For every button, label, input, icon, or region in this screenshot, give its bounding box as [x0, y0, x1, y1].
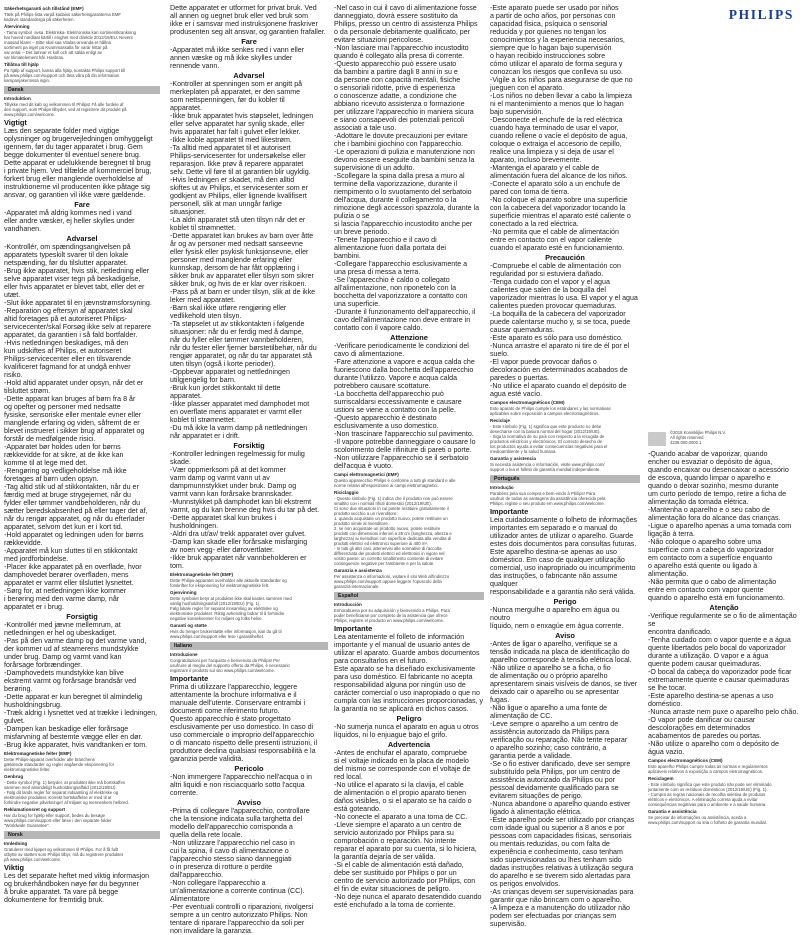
column-2: [170, 4, 328, 935]
es-guarantee-text: Si necesita asistencia o información, visite www.philips.com/ support o lea el folleto de garantía mundial independiente.: [490, 462, 605, 472]
es-danger-text: -No sumerja nunca el aparato en agua u otros líquidos, ni lo enjuague bajo el grifo.: [334, 723, 479, 739]
pt-warning-text: -Antes de ligar o aparelho, verifique se a tensão indicada na placa de identificação do aparelho corresponde à tensão elétrica local. -Não utilize o aparelho se a ficha, o fio de alimentação ou o próprio aparelho apresentarem sinais visíveis de danos, se tiver deixado cair o aparelho ou se apresentar fugas. -Não ligue o aparelho a uma fonte de alimentação de CC. -Leve sempre o aparelho a um centro de assistência autorizado da Philips para verificação ou reparação. Não tente reparar o aparelho sozinho; caso contrário, a garantia perde a validade. -Se o fio estiver danificado, deve ser sempre substituído pela Philips, por um centro de assistência autorizado da Philips ou por pessoal devidamente qualificado para se evitarem situações de perigo. -Nunca abandone o aparelho quando estiver ligado à alimentação elétrica. -Este aparelho pode ser utilizado por crianças com idade igual ou superior a 8 anos e por pessoas com capacidades físicas, sensoriais ou mentais reduzidas, ou com falta de experiência e conhecimento, caso tenham sido supervisionadas ou lhes tenham sido dadas instruções relativas à utilização segura do aparelho e se tiverem sido alertadas para os perigos envolvidos. -As crianças devem ser supervisionadas para garantir que não brincam com o aparelho. -A limpeza e a manutenção do utilizador não podem ser efectuadas por crianças sem supervisão.: [490, 640, 638, 928]
pt-emf-text: Este aparelho Philips cumpre todas as normas e regulamentos aplicáveis relativos à exposição a campos eletromagnéticos.: [648, 764, 768, 774]
pt-guarantee-heading: Garantia e assistência: [648, 809, 697, 814]
no-important-heading: Viktig: [4, 863, 24, 872]
philips-logo: PHILIPS: [728, 7, 794, 22]
no-emf-text: Dette Philips-apparatet overholder alle aktuelle standarder og forskrifter for eksponering for elektromagnetiske felt.: [170, 578, 287, 588]
no-intro-text: Gratulerer med kjøpet og velkommen til Philips. For å få fullt utbytte av støtten som Philips tilbyr, må du registrere produktet på www.philips.com/welcome.: [4, 847, 123, 862]
it-danger-heading: Pericolo: [234, 764, 264, 773]
it-caution-heading: Attenzione: [390, 333, 428, 342]
es-emf-heading: Campos electromagnéticos (CEM): [490, 400, 565, 405]
no-caution-text: -Kontroller ledningen regelmessig for mulig skade. -Vær oppmerksom på at det kommer varm damp og varmt vann ut av dampmunnstykket under bruk. Damp og varmt vann kan forårsake brannskader. -Munnstykket på damphodet kan bli ekstremt varmt, og du kan brenne deg hvis du tar på det. -Dette apparatet skal kun brukes i husholdningen. -Aldri dra ut/av/ trekk apparatet over gulvet. -Damp kan skade eller forårsake misfarging av noen vegg- eller dørovertlater. -Ikke bruk apparatet når vannbeholderen er tom.: [170, 450, 320, 570]
pt-warning-heading: Aviso: [555, 631, 575, 640]
pt-intro-heading: Introdução: [490, 485, 514, 490]
es-intro-heading: Introducción: [334, 602, 362, 607]
sv-recycling-text: - Tama symbol avsa. Elektriska- Elektroniska kan sortimentkrankning har hoved nördlaat kärtill i enighet med direktiv 2012/19/EU. Nevent massad klaret -- Bitte skal saa Vitalas-anvanda et hållna sortiment pa inget pa Kvarnmassalla för varar hittar på var antal -- Det lamnar et koll och att sälda enligt av var klimatelement hål. Hasbras.: [4, 30, 136, 60]
es-important-heading: Importante: [334, 624, 373, 633]
da-caution-heading: Forsigtig: [66, 612, 98, 621]
it-recycle-text: - Questo simbolo (Fig. 1) indica che il prodotto non può essere smaltito con i normali rifiuti domestici (2012/19/UE). Ci sono due situazioni in cui potete restituire gratuitamente il prodotto vecchio a un rivenditore: 1. quando acquistate un prodotto nuovo, potete restituire un prodotto simile al rivenditore. 2. se non acquistate un prodotto nuovo, potete restituire prodotti con dimensioni inferiori a 25 cm (lunghezza, altezza e larghezza) ai rivenditori con superficie dedicata alla vendita di prodotti elettrici ed elettronici superiore ai 400 m². - In tutti gli altri casi, attenervisi alle normative di raccolta differenziata dei prodotti elettrici ed elettronici in vigore nel vostro paese: un corretto smaltimento consente di evitare conseguenze negative per l'ambiente e per la salute.: [334, 496, 453, 566]
es-warning-text: -Antes de enchufar el aparato, compruebe si el voltaje indicado en la placa de modelo del mismo se corresponde con el voltaje de red local. -No utilice el aparato si la clavija, el cable de alimentación o el propio aparato tienen daños visibles, o si el aparato se ha caído o está goteando. -No conecte el aparato a una toma de CC. -Lleve siempre el aparato a un centro de servicio autorizado por Philips para su comprobación o reparación. No intente reparar el aparato por su cuenta, si lo hiciera, la garantía dejaría de ser válida. -Si el cable de alimentación está dañado, debe ser sustituido por Philips o por un centro de servicio autorizado por Philips, con el fin de evitar situaciones de peligro. -No deje nunca el aparato desatendido cuando esté enchufado a la toma de corriente.: [334, 749, 482, 909]
it-important-text: Prima di utilizzare l'apparecchio, leggere attentamente la brochure informativa e il manuale dell'utente. Conservare entrambi i documenti come riferimento futuro. Questo apparecchio è stato progettato esclusivamente per uso domestico. In caso di uso commerciale o improprio dell'apparecchio o di mancato rispetto delle presenti istruzioni, il produttore declina qualsiasi responsabilità e la garanzia perde validità.: [170, 683, 318, 763]
it-emf-heading: Campi elettromagnetici (EMF): [334, 472, 399, 477]
no-important-text: Les det separate heftet med viktig informasjon og brukerhåndboken nøye før du begynner å bruke apparatet. Ta vare på begge dokumentene for fremtidig bruk.: [4, 872, 150, 904]
pt-caution-heading: Atenção: [709, 603, 739, 612]
no-guarantee-text: Hvis du trenger brukerstøtte eller informasjon, kan du gå til www.philips.com/support eller lese i garantiheftet.: [170, 629, 282, 639]
es-guarantee-heading: Garantía y asistencia: [490, 456, 536, 461]
sv-emf-text: Tänk på Philips-lista varpå kadaiss säkerhetsgaranterna EMF kadavis standarderga på säkerheten.: [4, 12, 122, 22]
no-warning-text: -Kontroller at spenningen som er angitt på merkeplaten på apparatet, er den samme som nettspenningen, før du kobler til apparatet. -Ikke bruk apparatet hvis støpselet, ledningen eller selve apparatet har synlig skade, eller hvis apparatet har falt i gulvet eller lekker. -Ikke koble apparatet til med likestrøm. -Ta alltid med apparatet til et autorisert Philips-servicesenter for undersøkelse eller reparasjon. Ikke prøv å reparere apparatet selv. Dette vil føre til at garantien blir ugyldig. -Hvis ledningen er skadet, må den alltid skiftes ut av Philips, et servicesenter som er godkjent av Philips, eller lignende kvalifisert personell, slik at man unngår farlige situasjoner. -La aldri apparatet stå uten tilsyn når det er koblet til strømnettet. -Dette apparatet kan brukes av barn over åtte år og av personer med nedsatt sanseevne eller fysisk eller psykisk funksjonsevne, eller personer med manglende erfaring eller kunnskap, dersom de har fått opplæring i sikker bruk av apparatet eller tilsyn som sikrer sikker bruk, og hvis de er klar over risikoen. -Pass på at barn er under tilsyn, slik at de ikke leker med apparatet. -Barn skal ikke utføre rengjøring eller vedlikehold uten tilsyn. -Ta støpselet ut av stikkontakten i følgende situasjoner: når du er ferdig med å dampe, når du fyller eller tømmer vannbeholderen, når du fester eller fjerner børstetilbehør, når du rengjør apparatet, og når du tar apparatet stå uten tilsyn (også i korte perioder). -Oppbevar apparatet og nettledningen utilgjengelig for barn. -Bruk kun jordet stikkontakt til dette apparatet. -Ikke plasser apparatet med damphodet mot en overflate mens apparatet er varmt eller koblet til strømnettet. -Du må ikke la varm damp på nettledningen når apparatet er i drift.: [170, 80, 317, 440]
it-intro-heading: Introduzione: [170, 652, 198, 657]
no-warning-heading: Advarsel: [233, 71, 265, 80]
da-warning-heading: Advarsel: [66, 234, 98, 243]
pt-guarantee-text: Se precisar de informações ou assistência, aceda a www.philips.com/support ou leia o folheto de garantia mundial.: [648, 815, 767, 825]
da-emf-heading: Elektromagnetiske felter (EMF): [4, 751, 72, 756]
sv-emf-heading: Säkerhetsgaranti och tillstånd (EMF): [4, 6, 84, 11]
it-caution-text: -Verificare periodicamente le condizioni del cavo di alimentazione. -Fare attenzione a vapore e acqua calda che fuoriescono dalla bocchetta dell'apparecchio durante l'utilizzo. Vapore e acqua calda potrebbero causare scottature. -La bocchetta dell'apparecchio può surriscaldarsi eccessivamente e causare ustioni se viene a contatto con la pelle. -Questo apparecchio è destinato esclusivamente a uso domestico. -Non trascinare l'apparecchio sul pavimento. -Il vapore potrebbe danneggiare o causare lo scolorimento delle rifiniture di pareti o porte. -Non utilizzare l'apparecchio se il serbatoio dell'acqua è vuoto.: [334, 342, 476, 470]
sv-guarantee-text: Pa hjälp af support, kansa alla hjälp, kontakta Philips support till på www.philips.com/support och läsa våra på din information kampanjakernissa ingin.: [4, 68, 126, 83]
no-danger-text: -Apparatet må ikke senkes ned i vann eller annen væske og må ikke skylles under rennende vann.: [170, 46, 305, 70]
da-guarantee-heading: Reklamationsret og support: [4, 807, 66, 812]
no-emf-heading: Elektromagnetiske felt (EMF): [170, 572, 234, 577]
sv-guarantee-heading: Tillåtna till hjälp: [4, 62, 39, 67]
pt-caution-text: -Verifique regularmente se o fio de alimentação se encontra danificado. -Tenha cuidado com o vapor quente e a água quente libertados pelo bocal do vaporizador durante a utilização. O vapor e a água quente podem causar queimaduras. -O bocal da cabeça do vaporizador pode ficar extremamente quente e causar queimaduras se lhe tocar. -Este aparelho destina-se apenas a uso doméstico. -Nunca arraste nem puxe o aparelho pelo chão. -O vapor pode danificar ou causar descolorações em determinados acabamentos de paredes ou portas. -Não utilize o aparelho com o depósito de água vazio.: [648, 612, 799, 756]
es-caution-text: -Compruebe el cable de alimentación con regularidad por si estuviera dañado. -Tenga cuidado con el vapor y el agua calientes que salen de la boquilla del vaporizador mientras lo usa. El vapor y el agua calientes pueden provocar quemaduras. -La boquilla de la cabecera del vaporizador puede calentarse mucho y, si se toca, puede causar quemaduras. -Este aparato es sólo para uso doméstico. -Nunca arrastre el aparato ni tire de él por el suelo. -El vapor puede provocar daños o decoloración en determinados acabados de paredes o puertas. -No utilice el aparato cuando el depósito de agua esté vacío.: [490, 262, 638, 398]
es-warning-heading: Advertencia: [387, 740, 431, 749]
it-warning-continued: -Nel caso in cui il cavo di alimentazione fosse danneggiato, dovrà essere sostituito da Philips, presso un centro di assistenza Philips o da personale debitamente qualificato, per evitare situazioni pericolose. -Non lasciare mai l'apparecchio incustodito quando è collegato alla presa di corrente. -Questo apparecchio può essere usato da bambini a partire dagli 8 anni in su e da persone con capacità mentali, fisiche o sensoriali ridotte, prive di esperienza o conoscenze adatte, a condizione che abbiano ricevuto assistenza o formazione per utilizzare l'apparecchio in maniera sicura e siano consapevoli dei potenziali pericoli associati a tale uso. -Adottare le dovute precauzioni per evitare che i bambini giochino con l'apparecchio. -Le operazioni di pulizia e manutenzione non devono essere eseguite da bambini senza la supervisione di un adulto. -Scollegare la spina dalla presa a muro al termine della vaporizzazione, durante il riempimento o lo svuotamento del serbatoio dell'acqua, durante il collegamento o la rimozione degli accessori spazzola, durante la pulizia o se si lascia l'apparecchio incustodito anche per un breve periodo. -Tenete l'apparecchio e il cavo di alimentazione fuori dalla portata dei bambini. -Collegare l'apparecchio esclusivamente a una presa di messa a terra. -Se l'apparecchio è caldo o collegato all'alimentazione, non riponetelo con la bocchetta del vaporizzatore a contatto con una superficie. -Durante il funzionamento dell'apparecchio, il cavo dell'alimentazione non deve entrare in contatto con il vapore caldo.: [334, 4, 480, 332]
da-intro-text: Tillykke med dit køb og velkommen til Philips! Få alle fordele af den support, som Philips tilbyder, ved at registrere dit produkt på www.philips.com/welcome.: [4, 102, 127, 117]
es-emf-text: Este aparato de Philips cumple los estándares y las normativas aplicables sobre exposición a campos electromagnéticos.: [490, 406, 611, 416]
pt-important-text: Leia cuidadosamente o folheto de informações importantes em separado e o manual do utilizador antes de utilizar o aparelho. Guarde estes dois documentos para consultas futuras. Este aparelho destina-se apenas ao uso doméstico. Em caso de qualquer utilização comercial, uso inapropriado ou incumprimento das instruções, o fabricante não assume qualquer responsabilidade e a garantia não será válida.: [490, 516, 638, 596]
pt-emf-heading: Campos electromagnéticos (CEM): [648, 758, 723, 763]
no-recycle-heading: Gjenvinning: [170, 590, 197, 595]
it-danger-text: -Non immergere l'apparecchio nell'acqua o in altri liquidi e non risciacquarlo sotto l'acqua corrente.: [170, 773, 312, 797]
column-1: [4, 4, 160, 904]
es-intro-text: Enhorabuena por su adquisición y bienvenido a Philips. Para poder beneficiarse por completo de la asistencia que ofrece Philips, registre el producto en www.philips.com/welcome.: [334, 608, 450, 623]
column-4: [490, 4, 640, 928]
es-recycle-heading: Reciclaje: [490, 418, 510, 423]
pt-recycle-heading: Reciclagem: [648, 776, 674, 781]
language-header-italian: Italiano: [170, 642, 328, 650]
no-danger-heading: Fare: [241, 37, 257, 46]
it-guarantee-text: Per assistenza o informazioni, visitare il sito Web all'indirizzo www.philips.com/support oppure leggere l'opuscolo della garanzia internazionale.: [334, 574, 450, 589]
da-danger-text: -Apparatet må aldrig kommes ned i vand eller andre væsker, ej heller skylles under vandhanen.: [4, 209, 135, 233]
recycling-mark-icon: [648, 432, 666, 446]
language-header-norwegian: Norsk: [4, 831, 160, 839]
it-guarantee-heading: Garanzia e assistenza: [334, 568, 382, 573]
language-header-spanish: Español: [334, 592, 484, 600]
column-3: [334, 4, 484, 909]
es-danger-heading: Peligro: [396, 714, 422, 723]
da-recycle-heading: Genbrug: [4, 774, 24, 779]
it-warning-heading: Avviso: [237, 798, 261, 807]
da-important-text: Læs den separate folder med vigtige oplysninger og brugervejledningen omhyggeligt igennem, før du tager apparatet i brug. Gem begge dokumenter til eventuel senere brug. Dette apparat er udelukkende beregnet til brug i private hjem. Ved tilfælde af kommerciel brug, forkert brug eller manglende overholdelse af instruktionerne vil producenten ikke påtage sig ansvar, og garantien vil ikke være gældende.: [4, 127, 153, 199]
it-intro-text: Congratulazioni per l'acquisto e benvenuto da Philips! Per usufruire al meglio del supporto offerto da Philips, è necessario registrare il prodotto sul sito www.philips.com/welcome.: [170, 658, 290, 673]
es-caution-heading: Precaución: [545, 253, 585, 262]
pt-danger-heading: Perigo: [553, 597, 577, 606]
es-recycle-text: - Este símbolo (Fig. 1) significa que este producto no debe desecharse con la basura normal del hogar (2012/19/UE). - Siga la normativa de su país con respecto a la recogida de productos eléctricos y electrónicos. El correcto desecho de los productos ayuda a evitar consecuencias negativas para el medioambiente y la salud humana.: [490, 424, 608, 454]
no-intro-heading: Innledning: [4, 841, 28, 846]
it-recycle-heading: Riciclaggio: [334, 490, 359, 495]
es-warning-continued: -Este aparato puede ser usado por niños a partir de ocho años, por personas con capacidad física, psíquica o sensorial reducida y por quienes no tengan los conocimientos y la experiencia necesarios, siempre que lo hagan bajo supervisión o hayan recibido instrucciones sobre cómo utilizar el aparato de forma segura y conozcan los riesgos que conlleva su uso. -Vigile a los niños para asegurarse de que no jueguen con el aparato. -Los niños no deben llevar a cabo la limpieza ni el mantenimiento a menos que lo hagan bajo supervisión. -Desconecte el enchufe de la red eléctrica cuando haya terminado de usar el vapor, cuando rellene o vacíe el depósito de agua, coloque o extraiga el accesorio de cepillo, realice una limpieza y si deja de usar el aparato, incluso brevemente. -Mantenga el aparato y el cable de alimentación fuera del alcance de los niños. -Conecte el aparato sólo a un enchufe de pared con toma de tierra. -No coloque el aparato sobre una superficie con la cabecera del vaporizador tocando la superficie mientras el aparato esté caliente o conectado a la red eléctrica. -No permita que el cable de alimentación entre en contacto con el vapor caliente cuando el aparato esté en funcionamiento.: [490, 4, 633, 252]
no-important-continued: Dette apparatet er utformet for privat bruk. Ved all annen og uegnet bruk eller ved bruk som ikke er i samsvar med instruksjonene fraskriver produsenten seg alt ansvar, og garantien frafaller.: [170, 4, 326, 36]
da-recycle-text: - Dette symbol (Fig. 1) betyder, at produktet ikke må bortskaffes sammen med almindeligt husholdningsaffald (2012/19/EU). - Følg dit lands regler for separat indsamling af elektriske og elektroniske produkter. Korrekt bortskaffelse er med til at forhindre negative påvirkninger af miljøet og menneskers helbred.: [4, 780, 129, 805]
language-header-danish: Dansk: [4, 86, 160, 94]
it-important-heading: Importante: [170, 674, 209, 683]
it-warning-text: -Prima di collegare l'apparecchio, controllare che la tensione indicata sulla targhetta del modello dell'apparecchio corrisponda a quella della rete locale. -Non utilizzare l'apparecchio nel caso in cui la spina, il cavo di alimentazione o l'apparecchio stesso siano danneggiati o in presenza di rotture o perdite dall'apparecchio. -Non collegare l'apparecchio a un'alimentazione a corrente continua (CC). Alimentatore -Per eventuali controlli o riparazioni, rivolgersi sempre a un centro autorizzato Philips. Non tentare di riparare l'apparecchio da soli per non invalidare la garanzia.: [170, 807, 314, 935]
column-5: [648, 450, 800, 825]
sv-recycling-heading: Återvinning: [4, 24, 30, 29]
da-caution-text: -Kontrollér med jævne mellemrum, at netledningen er hel og ubeskadiget. -Pas på den varme damp og det varme vand, der kommer ud af steamerens mundstykke under brug. Damp og varmt vand kan forårsage forbrændinger. -Damphovedets mundstykke kan blive ekstremt varmt og forårsage brandsår ved berøring. -Dette apparat er kun beregnet til almindelig husholdningsbrug. -Træk aldrig i lysnettet ved at trække i ledningen, gulvet. -Dampen kan beskadige eller forårsage misfarvning af bestemte vægge eller en dør. -Brug ikke apparatet, hvis vandtanken er tom.: [4, 621, 158, 749]
no-caution-heading: Forsiktig: [233, 441, 265, 450]
pt-warning-continued: -Quando acabar de vaporizar, quando encher ou esvaziar o depósito de água, quando encaixar ou desencaixar o acessório de escova, quando limpar o aparelho e quando o deixar sozinho, mesmo durante um curto período de tempo, retire a ficha de alimentação da tomada elétrica. -Mantenha o aparelho e o seu cabo de alimentação fora do alcance das crianças. -Ligue o aparelho apenas a uma tomada com ligação à terra. -Não coloque o aparelho sobre uma superfície com a cabeça do vaporizador em contacto com a superfície enquanto o aparelho está quente ou ligado à alimentação. -Não permita que o cabo de alimentação entre em contacto com vapor quente quando o aparelho está em funcionamento.: [648, 450, 792, 602]
copyright-mark-text: ©2018 Koninklijke Philips N.V. All rights reserved 4239.000.0000.1: [670, 430, 727, 445]
pt-recycle-text: - Este símbolo significa que este produto não pode ser eliminado juntamente com os resíduos domésticos (2012/19/UE) (Fig. 1). - Cumpra as regras nacionais de recolha seletiva de produtos elétricos e eletrónicos. A eliminação correta ajuda a evitar consequências negativas para o ambiente e a saúde humana.: [648, 782, 772, 807]
da-important-heading: Vigtigt: [4, 118, 27, 127]
language-header-portuguese: Português: [490, 475, 640, 483]
no-recycle-text: Dette symbolet betyr at produktet ikke skal kastes sammen med vanlig husholdningsavfall (2012/19/EU) (Fig. 1). Følg lokale regler for separat innsamling av elektriske og elektroniske produkter. Riktig avhending bidrar til å forhindre negative konsekvenser for miljøet og folks helse.: [170, 596, 292, 621]
da-guarantee-text: Har du brug for hjælp eller support, bedes du besøge www.philips.com/support eller læse i den separate folder "Worldwide Guarantee".: [4, 813, 112, 828]
es-important-text: Lea atentamente el folleto de información importante y el manual de usuario antes de utilizar el aparato. Guarde ambos documentos para consultarlos en el futuro. Este aparato se ha diseñado exclusivamente para uso doméstico. El fabricante no acepta responsabilidad alguna por ningún uso de carácter comercial o uso inapropiado o que no cumpla con las instrucciones proporcionadas, y la garantía no se aplicará en dichos casos.: [334, 633, 484, 713]
it-emf-text: Questo apparecchio Philips è conforme a tutti gli standard e alle norme relativi all'esposizione ai campi elettromagnetici.: [334, 478, 456, 488]
da-emf-text: Dette Philips-apparat overholder alle branchens gældende standarder og regler angående eksponering for elektromagnetiske felter.: [4, 757, 115, 772]
pt-intro-text: Parabéns pela sua compra e bem-vindo à Philips! Para usufruir de todas as vantagens da assistência oferecida pela Philips, registe o seu produto em www.philips.com/welcome.: [490, 491, 606, 506]
pt-important-heading: Importante: [490, 507, 529, 516]
da-danger-heading: Fare: [74, 200, 90, 209]
da-intro-heading: Introduktion: [4, 96, 31, 101]
da-warning-text: -Kontrollér, om spændingsangivelsen på apparatets typeskilt svarer til den lokale netspænding, før du tilslutter apparatet. -Brug ikke apparatet, hvis stik, netledning eller selve apparatet viser tegn på beskadigelse, eller hvis apparatet er blevet tabt, eller det er utæt. -Slut ikke apparatet til en jævnstrømsforsyning. -Reparation og eftersyn af apparatet skal altid foretages på et autoriseret Philips- servicecenter/skal Forsøg ikke selv at reparere apparatet, da garantien i så fald bortfalder. -Hvis netledningen beskadiges, må den kun udskiftes af Philips, et autoriseret Philips-servicecenter eller en tilsvarende kvalificeret fagmand for at undgå enhver risiko. -Hold altid apparatet under opsyn, når det er tilsluttet strøm. -Dette apparat kan bruges af børn fra 8 år og opefter og personer med nedsatte fysiske, sensoriske eller mentale evner eller manglende erfaring og viden, såfremt de er blevet instrueret i sikker brug af apparatet og forstår de medfølgende risici. -Apparatet bør holdes uden for børns rækkevidde for at sikre, at de ikke kan komme til at lege med det. -Rengøring og vedligeholdelse må ikke foretages af børn uden opsyn. -Tag altid stik ud af stikkontakten, når du er færdig med at bruge strygejernet, når du fylder eller tømmer vandbeholderen, når du sætter beredskabsenhed på eller tager det af, når du rengør apparatet, og når du efterlader apparatet, selvom det kun er i kort tid. -Hold apparatet og ledningen uden for børns rækkevidde. -Apparatet må kun sluttes til en stikkontakt med jordforbindelse. -Placer ikke apparatet på en overflade, hvor damphovedet berører overfladen, mens apparatet er varmt eller tilsluttet lysnettet. -Sørg for, at netledningen ikke kommer i berøring med den varme damp, når apparatet er i brug.: [4, 243, 152, 611]
pt-danger-text: -Nunca mergulhe o aparelho em água ou noutro líquido, nem o enxagúe em água corrente.: [490, 606, 624, 630]
no-guarantee-heading: Garanti og støtte: [170, 623, 207, 628]
